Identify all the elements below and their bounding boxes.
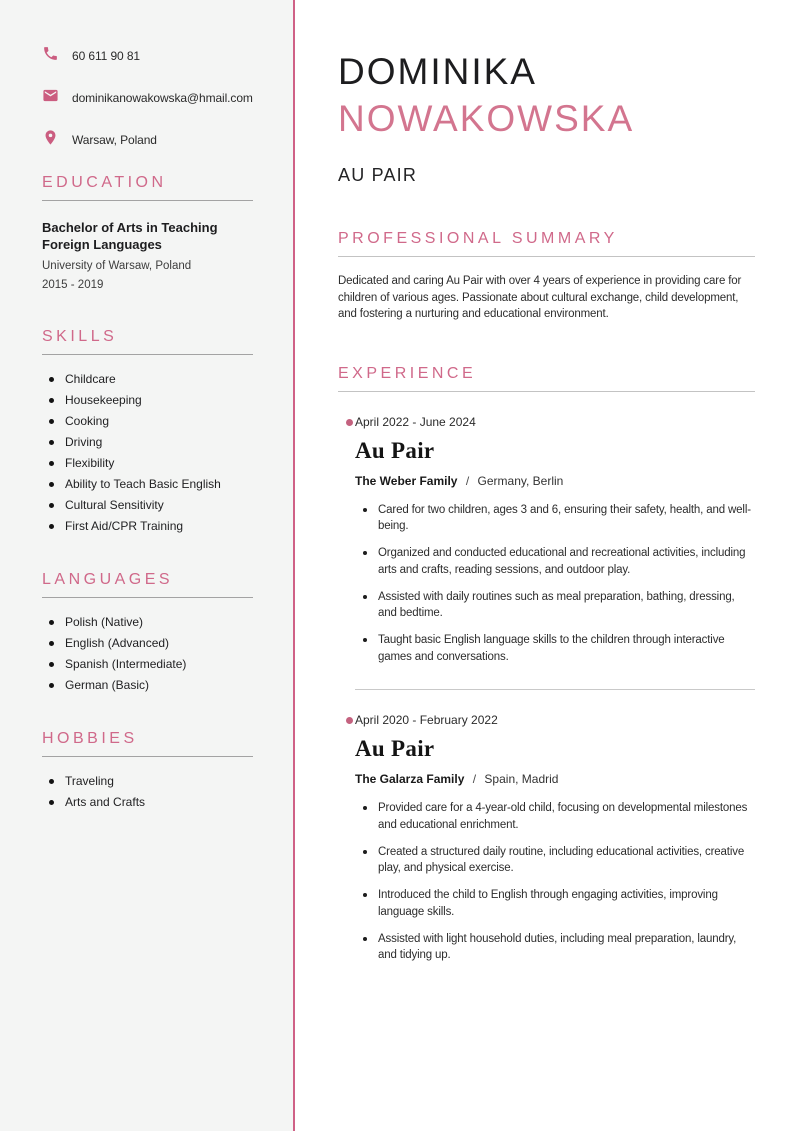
hobby-item: Arts and Crafts xyxy=(42,794,253,810)
email-address: dominikanowakowska@hmail.com xyxy=(72,91,253,105)
hobbies-list xyxy=(42,773,253,810)
date-bullet-icon xyxy=(346,419,353,426)
main-content xyxy=(295,0,800,1131)
summary-heading: PROFESSIONAL SUMMARY xyxy=(338,230,755,257)
hobbies-section xyxy=(42,730,253,810)
language-item: English (Advanced) xyxy=(42,635,253,651)
employer-name: The Weber Family xyxy=(355,473,458,488)
employer-row xyxy=(355,772,755,786)
skill-item: Housekeeping xyxy=(42,392,253,408)
location-pin-icon xyxy=(42,129,59,151)
entry-dates: April 2020 - February 2022 xyxy=(355,713,498,728)
school-name: University of Warsaw, Poland xyxy=(42,260,192,273)
employer-location: Spain, Madrid xyxy=(484,772,559,787)
date-bullet-icon xyxy=(346,717,353,724)
skill-item: Childcare xyxy=(42,371,253,387)
experience-heading: EXPERIENCE xyxy=(338,365,755,392)
summary-section xyxy=(338,230,755,323)
experience-bullet: Introduced the child to English through engaging activities, improving language skills. xyxy=(355,887,755,920)
language-item: Polish (Native) xyxy=(42,614,253,630)
entry-title: Au Pair xyxy=(355,437,435,463)
languages-section xyxy=(42,571,253,693)
employer-name: The Galarza Family xyxy=(355,772,465,787)
phone-icon xyxy=(42,45,59,67)
education-years: 2015 - 2019 xyxy=(42,279,104,292)
location-text: Warsaw, Poland xyxy=(72,133,157,147)
experience-bullet: Assisted with daily routines such as meal preparation, bathing, dressing, and bedtime. xyxy=(355,589,755,622)
experience-bullets xyxy=(355,502,755,666)
experience-bullet: Taught basic English language skills to the children through interactive games and conversations. xyxy=(355,632,755,665)
contact-phone xyxy=(42,45,253,67)
date-row xyxy=(355,415,755,429)
last-name: NOWAKOWSKA xyxy=(338,97,635,139)
skill-item: First Aid/CPR Training xyxy=(42,518,253,534)
education-heading: EDUCATION xyxy=(42,174,253,201)
experience-entry xyxy=(338,415,755,666)
hobby-item: Traveling xyxy=(42,773,253,789)
experience-entry xyxy=(338,713,755,964)
skills-list xyxy=(42,371,253,534)
language-item: Spanish (Intermediate) xyxy=(42,656,253,672)
phone-number: 60 611 90 81 xyxy=(72,49,140,63)
employer-separator: / xyxy=(472,772,477,787)
languages-heading: LANGUAGES xyxy=(42,571,253,598)
entry-divider xyxy=(355,689,755,690)
skill-item: Ability to Teach Basic English xyxy=(42,476,253,492)
languages-list xyxy=(42,614,253,693)
education-section xyxy=(42,174,253,291)
skills-heading: SKILLS xyxy=(42,328,253,355)
experience-bullet: Provided care for a 4-year-old child, focusing on developmental milestones and educational enrichment. xyxy=(355,800,755,833)
contact-email xyxy=(42,87,253,109)
experience-bullet: Assisted with light household duties, including meal preparation, laundry, and tidying up. xyxy=(355,931,755,964)
degree-title: Bachelor of Arts in Teaching Foreign Languages xyxy=(42,220,218,253)
skills-section xyxy=(42,328,253,534)
hobbies-heading: HOBBIES xyxy=(42,730,253,757)
job-title: AU PAIR xyxy=(338,165,418,186)
skill-item: Flexibility xyxy=(42,455,253,471)
experience-bullets xyxy=(355,800,755,964)
employer-location: Germany, Berlin xyxy=(477,473,564,488)
email-icon xyxy=(42,87,59,109)
contact-location xyxy=(42,129,253,151)
skill-item: Driving xyxy=(42,434,253,450)
contact-section xyxy=(42,45,253,151)
experience-bullet: Organized and conducted educational and recreational activities, including arts and crafts, reading sessions, and outdoor play. xyxy=(355,545,755,578)
experience-section xyxy=(338,365,755,964)
sidebar xyxy=(0,0,295,1131)
employer-row xyxy=(355,474,755,488)
first-name: DOMINIKA xyxy=(338,51,537,92)
date-row xyxy=(355,713,755,727)
experience-bullet: Cared for two children, ages 3 and 6, ensuring their safety, health, and well-being. xyxy=(355,502,755,535)
employer-separator: / xyxy=(465,473,470,488)
skill-item: Cooking xyxy=(42,413,253,429)
entry-title: Au Pair xyxy=(355,736,435,762)
language-item: German (Basic) xyxy=(42,677,253,693)
skill-item: Cultural Sensitivity xyxy=(42,497,253,513)
summary-text: Dedicated and caring Au Pair with over 4 years of experience in providing care for children of various ages. Passionate about cultural exchange, child development, and fostering a nurturing and educational environment. xyxy=(338,275,742,321)
entry-dates: April 2022 - June 2024 xyxy=(355,414,476,429)
experience-bullet: Created a structured daily routine, including educational activities, creative play, and physical exercise. xyxy=(355,844,755,877)
